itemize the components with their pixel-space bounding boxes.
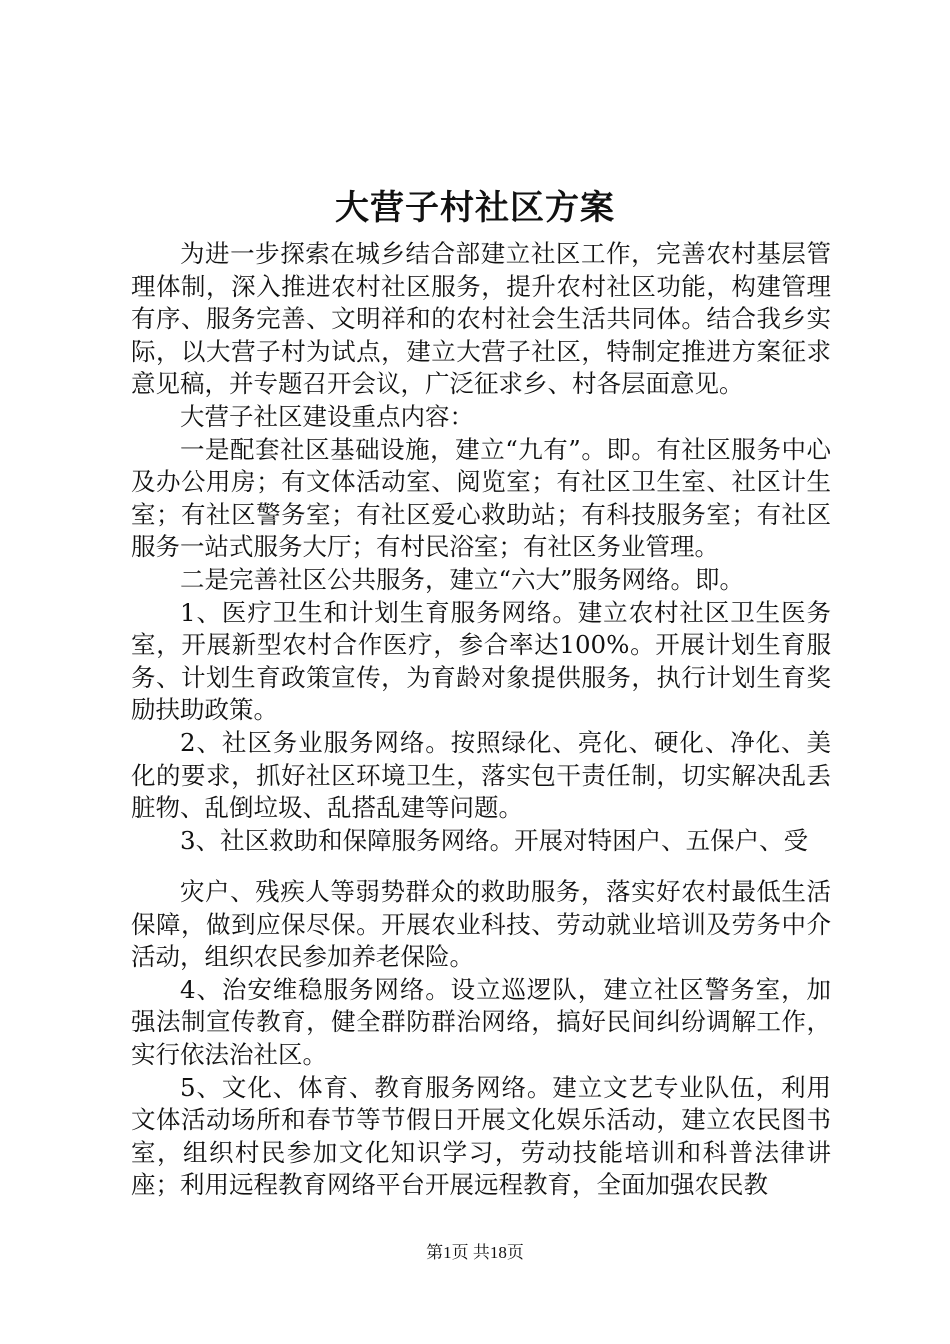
paragraph-key-content-heading: 大营子社区建设重点内容：: [180, 401, 474, 431]
paragraph-item-4: 4、治安维稳服务网络。设立巡逻队，建立社区警务室，加强法制宣传教育，健全群防群治网络，搞好民间纠纷调解工作，实行依法治社区。: [131, 974, 831, 1069]
paragraph-item-5: 5、文化、体育、教育服务网络。建立文艺专业队伍，利用文体活动场所和春节等节假日开展文化娱乐活动，建立农民图书室，组织村民参加文化知识学习，劳动技能培训和科普法律讲座；利用远程教育网络平台开展远程教育，全面加强农民教: [131, 1072, 831, 1200]
paragraph-item-3: 3、社区救助和保障服务网络。开展对特困户、五保户、受: [180, 825, 809, 855]
page-footer: 第1页 共18页: [426, 1243, 524, 1262]
paragraph-nine-haves: 一是配套社区基础设施，建立“九有”。即。有社区服务中心及办公用房；有文体活动室、阅览室；有社区卫生室、社区计生室；有社区警务室；有社区爱心救助站；有科技服务室；有社区服务一站式服务大厅；有村民浴室；有社区务业管理。: [131, 434, 831, 562]
paragraph-six-networks: 二是完善社区公共服务，建立“六大”服务网络。即。: [180, 564, 745, 594]
paragraph-item-3-continued: 灾户、残疾人等弱势群众的救助服务，落实好农村最低生活保障，做到应保尽保。开展农业科技、劳动就业培训及劳务中介活动，组织农民参加养老保险。: [131, 877, 831, 972]
paragraph-item-1: 1、医疗卫生和计划生育服务网络。建立农村社区卫生医务室，开展新型农村合作医疗，参合率达100%。开展计划生育服务、计划生育政策宣传，为育龄对象提供服务，执行计划生育奖励扶助政策。: [131, 597, 831, 725]
body-text-block-2: [131, 876, 831, 1202]
body-text-block-1: [131, 238, 831, 857]
paragraph-item-2: 2、社区务业服务网络。按照绿化、亮化、硬化、净化、美化的要求，抓好社区环境卫生，落实包干责任制，切实解决乱丢脏物、乱倒垃圾、乱搭乱建等问题。: [131, 727, 831, 823]
paragraph-intro: 为进一步探索在城乡结合部建立社区工作，完善农村基层管理体制，深入推进农村社区服务，提升农村社区功能，构建管理有序、服务完善、文明祥和的农村社会生活共同体。结合我乡实际，以大营子村为试点，建立大营子社区，特制定推进方案征求意见稿，并专题召开会议，广泛征求乡、村各层面意见。: [131, 239, 831, 399]
document-title: 大营子村社区方案: [335, 188, 615, 228]
